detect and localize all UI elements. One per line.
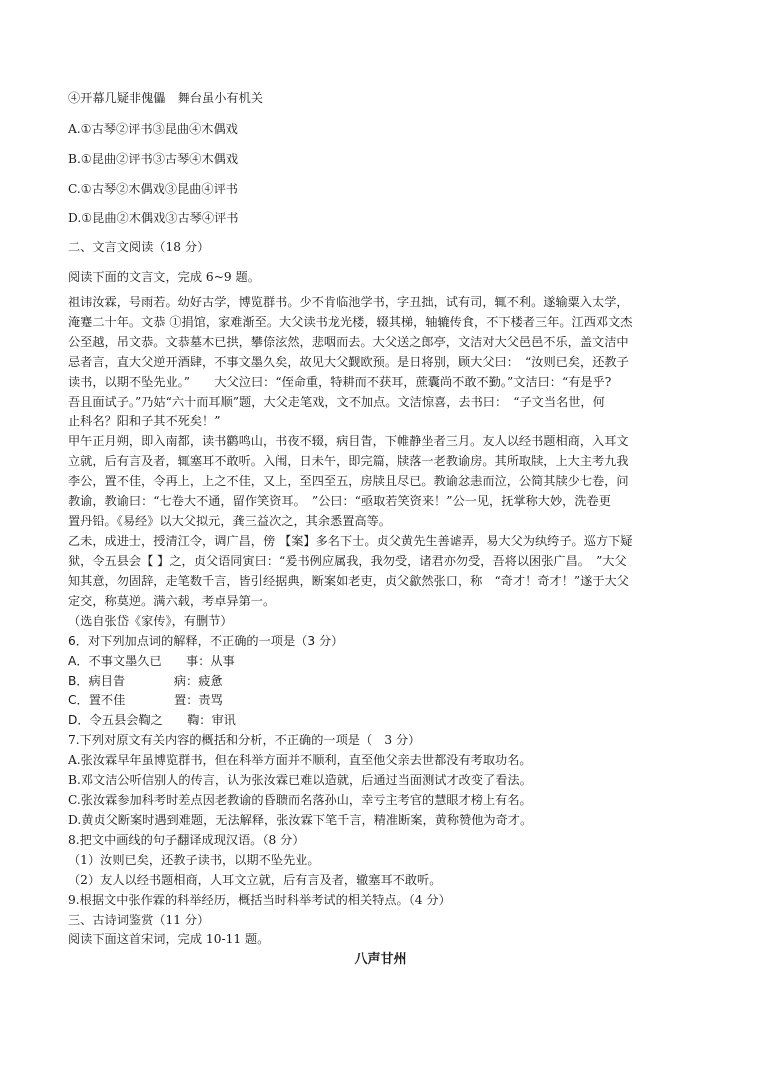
passage-line: 李公，置不佳，令再上，上之不佳，又上，至四至五，房牍且尽已。教谕忿恚而泣，公简其牍少七卷，问 — [68, 474, 629, 488]
section3-intro: 阅读下面这首宋词，完成 10-11 题。 — [68, 932, 270, 946]
passage-line: 教谕，教谕曰：“七卷大不通，留作笑资耳。 ”公曰：“亟取若笑资来！”公一见，抚掌称大妙，洗卷更 — [68, 494, 611, 508]
passage-line: 公至越，吊文恭。文恭墓木已拱，攀倷泫然，悲咽而去。大父送之郎亭，文洁对大父邑邑不乐，盖文洁中 — [68, 335, 629, 349]
q7-option-d: D.黄贞父断案时遇到难题，无法解释，张汝霖下笔千言，精准断案，黄称赞他为奇才。 — [68, 813, 533, 827]
passage-line: 淹蹇二十年。文恭 ①捐馆，家难渐至。大父读书龙光楼，辍其梯，轴辘传食，不下楼者三年。江西邓文杰 — [68, 315, 633, 329]
q5-option-b: B.①昆曲②评书③古琴④木偶戏 — [68, 152, 239, 166]
section3-title: 三、古诗词鉴赏（11 分） — [68, 913, 210, 927]
q8-item-1: （1）汝则已矣，还教子读书，以期不坠先业。 — [68, 853, 320, 867]
q6-option-c: C．置不佳 置：责骂 — [68, 693, 223, 707]
passage-line: 置丹铅。《易经》以大父拟元，龚三益次之，其余悉置高等。 — [68, 514, 391, 528]
q7-option-c: C.张汝霖参加科考时差点因老教谕的昏聩而名落孙山，幸亏主考官的慧眼才榜上有名。 — [68, 793, 532, 807]
q6-option-a: A．不事文墨久已 事：从事 — [68, 654, 235, 668]
passage-line: 知其意，勿固辞，走笔数千言，皆引经据典，断案如老吏，贞父歙然张口，称 “奇才！奇才！”遂于大父 — [68, 574, 629, 588]
passage-line: 吾且面试子。”乃姑“六十而耳顺”题，大父走笔戏，文不加点。文洁惊喜，去书曰： “子文当名世，何 — [68, 395, 605, 409]
q6-option-b: B．病目眚 病：疲惫 — [68, 674, 223, 688]
q7-stem: 7.下列对原文有关内容的概括和分析，不正确的一项是（ 3 分） — [68, 733, 421, 747]
passage-line: 止科名？阳和子其不死矣！” — [68, 414, 221, 428]
passage-line: 甲午正月朔，即入南都，读书鹳鸣山，书夜不辍，病目眚，下帷静坐者三月。友人以经书题相商，入耳文 — [68, 434, 629, 448]
q8-item-2: （2）友人以经书题相商，人耳文立就，后有言及者，辙塞耳不敢听。 — [68, 873, 442, 887]
passage-line: 狱，令五县会【 】之，贞父语同寅曰：“爰书例应属我，我勿受，诸君亦勿受，吾将以困张广昌。 ”大父 — [68, 554, 627, 568]
q7-option-a: A.张汝霖早年虽博览群书，但在科举方面并不顺利，直至他父亲去世都没有考取功名。 — [68, 753, 532, 767]
passage-line: 忌者言，直大父逆开酒肆，不事文墨久矣，故见大父觐欧预。是日将别，顾大父曰： “汝则已矣，还教子 — [68, 355, 629, 369]
section2-title: 二、文言文阅读（18 分） — [68, 240, 210, 254]
q8-stem: 8.把文中画线的句子翻译成现汉语。（8 分） — [68, 833, 305, 847]
q6-stem: 6．对下列加点词的解释，不正确的一项是（3 分） — [68, 634, 344, 648]
passage-source: （选自张岱《家传》，有删节） — [68, 614, 233, 628]
passage-line: 定交，称莫逆。满六载，考卓异第一。 — [68, 594, 276, 608]
q5-tail-line: ④开幕几疑非傀儡 舞台虽小有机关 — [68, 91, 263, 105]
q7-option-b: B.邓文洁公听信别人的传言，认为张汝霖已难以造就，后通过当面测试才改变了看法。 — [68, 773, 532, 787]
q5-option-a: A.①古琴②评书③昆曲④木偶戏 — [68, 122, 238, 136]
passage-line: 立就，后有言及者，辄塞耳不敢听。入闱，日未午，即完篇，牍落一老教谕房。其所取牍，上大主考九我 — [68, 454, 629, 468]
passage-line: 祖讳汝霖，号雨若。幼好古学，博览群书。少不肯临池学书，字丑拙，试有司，辄不利。遂输粟入太学， — [68, 295, 629, 309]
q5-option-c: C.①古琴②木偶戏③昆曲④评书 — [68, 182, 238, 196]
q6-option-d: D．令五县会鞫之 鞫：审讯 — [68, 713, 236, 727]
q5-option-d: D.①昆曲②木偶戏③古琴④评书 — [68, 211, 239, 225]
q9-stem: 9.根据文中张作霖的科举经历，概括当时科举考试的相关特点。（4 分） — [68, 893, 451, 907]
poem-title: 八声甘州 — [354, 952, 407, 967]
passage-line: 读书，以期不坠先业。” 大父泣曰：“侄命重，特耕而不获耳，蔗囊尚不敢不勤。”文洁曰：“有是乎? — [68, 375, 612, 389]
passage-line: 乙未，成进士，授清江令，调广昌，傍 【案】多名下士。贞父黄先生善谑弄，易大父为纨绔子。巡方下疑 — [68, 534, 633, 548]
section2-intro: 阅读下面的文言文，完成 6~9 题。 — [68, 270, 260, 284]
